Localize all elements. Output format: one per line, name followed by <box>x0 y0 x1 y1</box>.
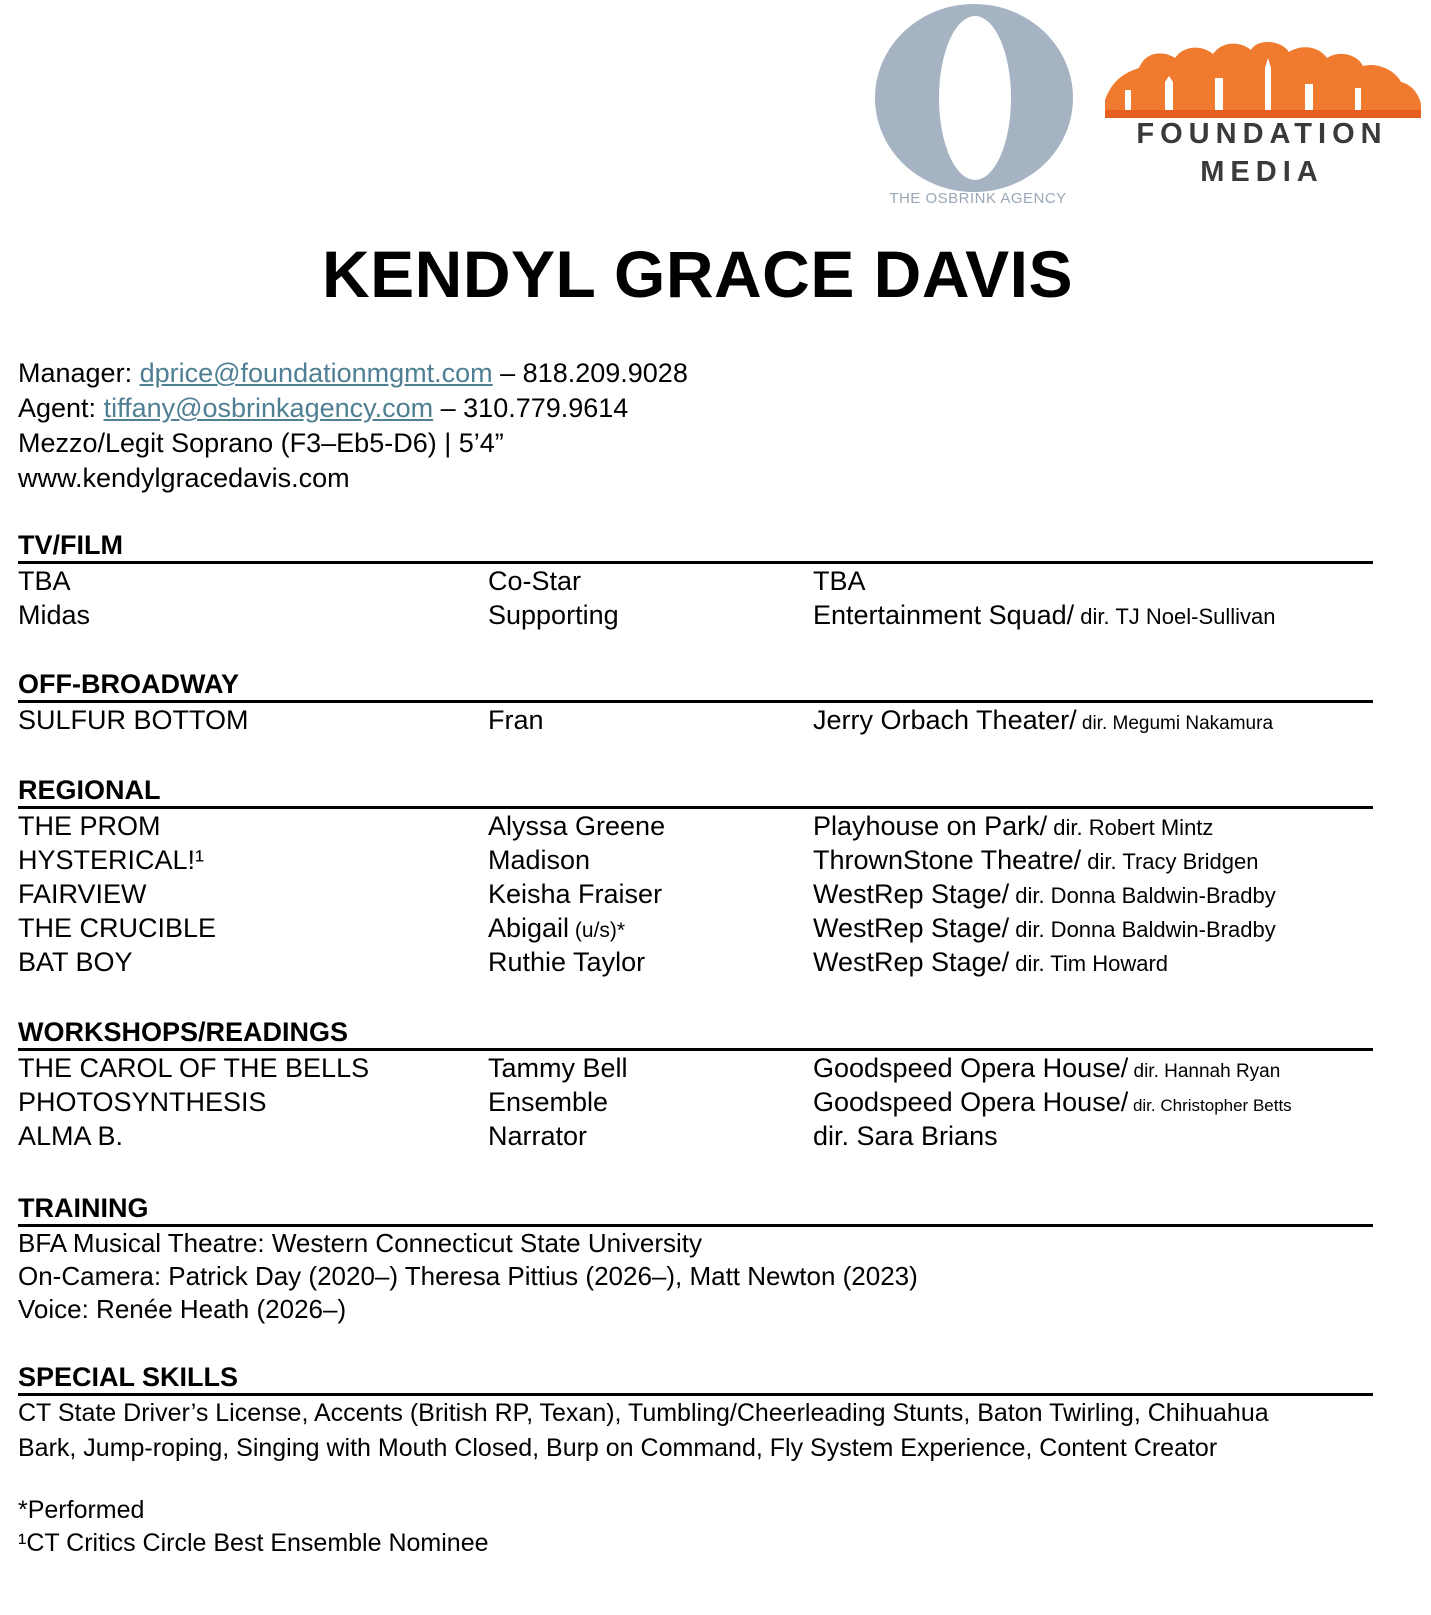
credit-row <box>18 1051 1373 1085</box>
credit-venue: Jerry Orbach Theater/ <box>813 705 1077 735</box>
credit-title: THE CRUCIBLE <box>18 913 217 943</box>
credit-venue-cell <box>813 945 1168 981</box>
training-line: BFA Musical Theatre: Western Connecticut State University <box>18 1228 702 1258</box>
osbrink-logo <box>872 2 1084 214</box>
credit-venue: Goodspeed Opera House/ <box>813 1053 1129 1083</box>
agent-phone: – 310.779.9614 <box>433 393 629 423</box>
credit-row <box>18 1119 1373 1153</box>
credit-role: Abigail <box>488 913 570 943</box>
credit-venue: WestRep Stage/ <box>813 947 1010 977</box>
credit-director: dir. Hannah Ryan <box>1128 1061 1281 1082</box>
credit-venue-cell <box>813 564 866 600</box>
training-line: On-Camera: Patrick Day (2020–) Theresa Pittius (2026–), Matt Newton (2023) <box>18 1261 918 1291</box>
manager-phone: – 818.209.9028 <box>492 358 688 388</box>
section-special-skills <box>18 1362 1373 1466</box>
section-title: SPECIAL SKILLS <box>18 1362 1373 1396</box>
credit-title: TBA <box>18 566 71 596</box>
agent-line <box>18 391 688 426</box>
contact-block <box>18 356 688 496</box>
credit-venue-cell <box>813 843 1258 879</box>
credit-title: HYSTERICAL!¹ <box>18 845 205 875</box>
credit-title: PHOTOSYNTHESIS <box>18 1087 267 1117</box>
credit-venue: dir. Sara Brians <box>813 1121 998 1151</box>
credit-title: Midas <box>18 600 91 630</box>
credit-role: Fran <box>488 705 544 735</box>
credit-title: BAT BOY <box>18 947 133 977</box>
credit-title: FAIRVIEW <box>18 879 147 909</box>
credit-director: dir. Christopher Betts <box>1128 1096 1292 1115</box>
section-title: TV/FILM <box>18 530 1373 564</box>
credit-venue: Goodspeed Opera House/ <box>813 1087 1129 1117</box>
credit-role-cell <box>488 809 665 846</box>
credit-role: Narrator <box>488 1121 588 1151</box>
osbrink-caption: THE OSBRINK AGENCY <box>889 190 1067 207</box>
credit-venue-cell <box>813 911 1276 947</box>
credit-director: dir. Tracy Bridgen <box>1081 849 1259 874</box>
section-workshops-readings <box>18 1017 1373 1153</box>
agent-email-link[interactable]: tiffany@osbrinkagency.com <box>103 393 434 423</box>
agent-label: Agent: <box>18 393 104 423</box>
credit-row <box>18 877 1373 911</box>
credit-venue-cell <box>813 1051 1280 1089</box>
credit-title: ALMA B. <box>18 1121 124 1151</box>
credit-role-cell <box>488 843 590 880</box>
section-title: TRAINING <box>18 1193 1373 1227</box>
footnote-performed: *Performed <box>18 1496 145 1524</box>
credit-role: Keisha Fraiser <box>488 879 663 909</box>
credit-row <box>18 911 1373 945</box>
credit-director: dir. Robert Mintz <box>1047 815 1214 840</box>
credit-title: SULFUR BOTTOM <box>18 705 249 735</box>
credit-title: THE CAROL OF THE BELLS <box>18 1053 370 1083</box>
skills-line: Bark, Jump-roping, Singing with Mouth Closed, Burp on Command, Fly System Experience, Content Creator <box>18 1434 1218 1462</box>
credit-role: Madison <box>488 845 591 875</box>
credit-title: THE PROM <box>18 811 161 841</box>
credit-row <box>18 945 1373 979</box>
section-regional <box>18 775 1373 979</box>
credit-role: Tammy Bell <box>488 1053 628 1083</box>
credit-director: dir. Tim Howard <box>1009 951 1169 976</box>
section-off-broadway <box>18 669 1373 737</box>
credit-venue: WestRep Stage/ <box>813 879 1010 909</box>
credit-venue-cell <box>813 1085 1292 1123</box>
credit-venue: Playhouse on Park/ <box>813 811 1048 841</box>
credit-venue: TBA <box>813 566 866 596</box>
section-title: REGIONAL <box>18 775 1373 809</box>
foundation-text-line2: MEDIA <box>1200 156 1324 188</box>
foundation-text-line1: FOUNDATION <box>1136 118 1388 150</box>
credit-role: Supporting <box>488 600 619 630</box>
training-line: Voice: Renée Heath (2026–) <box>18 1294 347 1324</box>
footnote-nominee: ¹CT Critics Circle Best Ensemble Nominee <box>18 1529 489 1557</box>
credit-row <box>18 809 1373 843</box>
credit-venue: WestRep Stage/ <box>813 913 1010 943</box>
credit-venue-cell <box>813 598 1276 634</box>
credit-row <box>18 564 1373 598</box>
credit-role: Ruthie Taylor <box>488 947 646 977</box>
manager-email-link[interactable]: dprice@foundationmgmt.com <box>139 358 493 388</box>
section-tv-film <box>18 530 1373 632</box>
credit-director: dir. TJ Noel-Sullivan <box>1074 604 1276 629</box>
section-training <box>18 1193 1373 1326</box>
website: www.kendylgracedavis.com <box>18 463 350 493</box>
credit-role-cell <box>488 911 625 948</box>
credit-venue-cell <box>813 809 1213 845</box>
credit-role-cell <box>488 945 645 982</box>
credit-row <box>18 703 1373 737</box>
credit-venue: ThrownStone Theatre/ <box>813 845 1082 875</box>
credit-venue: Entertainment Squad/ <box>813 600 1075 630</box>
skills-line: CT State Driver’s License, Accents (British RP, Texan), Tumbling/Cheerleading Stunts, Baton Twirling, Chihuahua <box>18 1399 1269 1427</box>
manager-label: Manager: <box>18 358 140 388</box>
credit-role-cell <box>488 877 662 914</box>
credit-row <box>18 843 1373 877</box>
credit-role-note: (u/s)* <box>569 919 626 942</box>
credit-director: dir. Megumi Nakamura <box>1076 713 1274 734</box>
credit-venue-cell <box>813 877 1276 913</box>
credit-role: Ensemble <box>488 1087 609 1117</box>
voice-type: Mezzo/Legit Soprano (F3–Eb5-D6) | 5’4” <box>18 428 504 458</box>
credit-venue-cell <box>813 1119 998 1155</box>
credit-director: dir. Donna Baldwin-Bradby <box>1009 917 1276 942</box>
credit-row <box>18 1085 1373 1119</box>
actor-name: KENDYL GRACE DAVIS <box>322 237 1073 311</box>
credit-role: Co-Star <box>488 566 582 596</box>
credit-role: Alyssa Greene <box>488 811 666 841</box>
footnotes <box>18 1494 489 1560</box>
manager-line <box>18 356 688 391</box>
credit-venue-cell <box>813 703 1273 741</box>
credit-director: dir. Donna Baldwin-Bradby <box>1009 883 1276 908</box>
section-title: OFF-BROADWAY <box>18 669 1373 703</box>
section-title: WORKSHOPS/READINGS <box>18 1017 1373 1051</box>
credit-row <box>18 598 1373 632</box>
